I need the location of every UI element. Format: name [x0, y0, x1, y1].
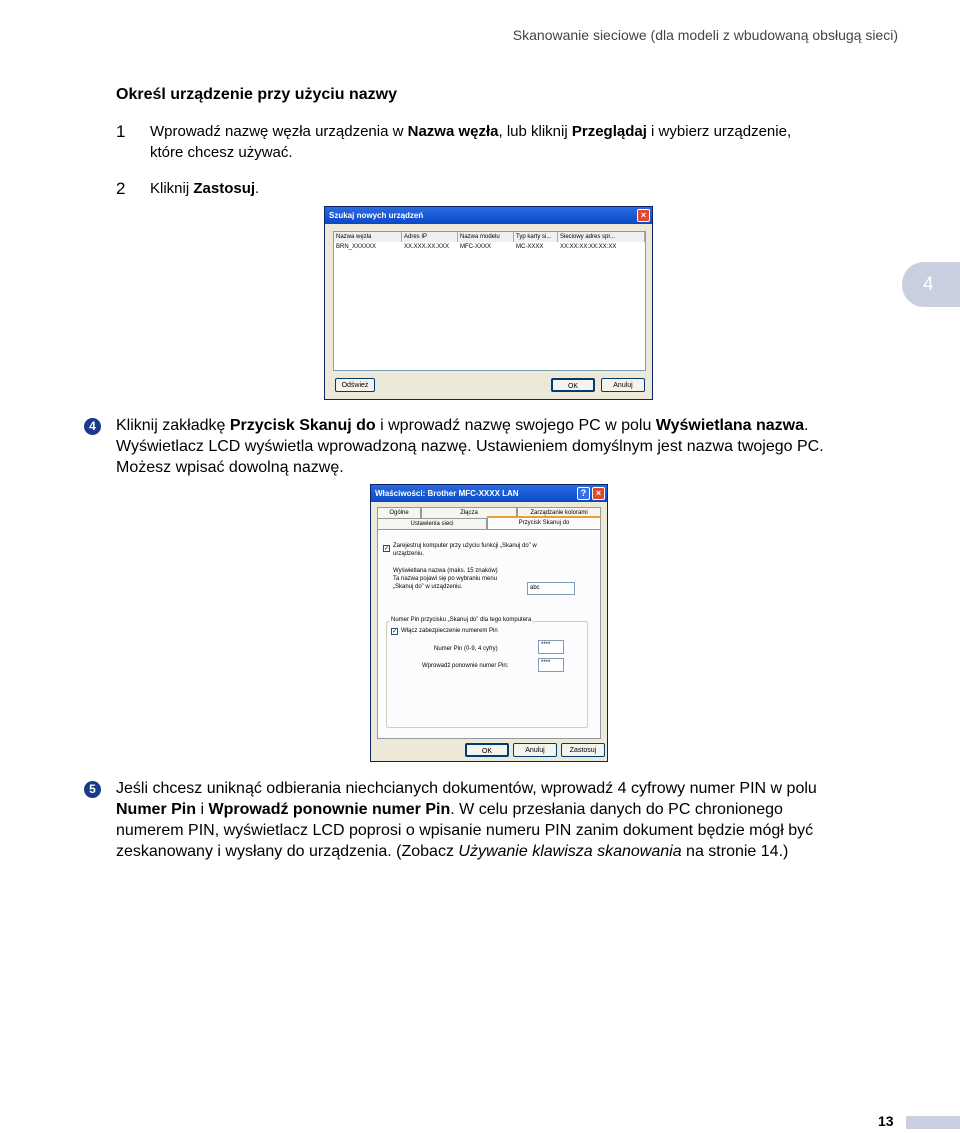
- pin-input[interactable]: ****: [538, 640, 564, 654]
- text: i wprowadź nazwę swojego PC w polu: [375, 417, 656, 434]
- step-4-text: [116, 415, 906, 478]
- footer-bar: [906, 1116, 960, 1129]
- bold-text: Zastosuj: [193, 180, 256, 197]
- text: Możesz wpisać dowolną nazwę.: [116, 459, 344, 476]
- pin-confirm-input[interactable]: ****: [538, 658, 564, 672]
- help-icon[interactable]: ?: [577, 487, 590, 500]
- column-header[interactable]: Nazwa węzła: [334, 232, 402, 242]
- close-icon[interactable]: ×: [592, 487, 605, 500]
- bold-text: Wprowadź ponownie numer Pin: [208, 801, 451, 818]
- text: na stronie 14.): [681, 843, 789, 860]
- text: i: [196, 801, 209, 818]
- column-header[interactable]: Typ karty si...: [514, 232, 558, 242]
- text: , lub kliknij: [498, 123, 572, 140]
- tab-color-management[interactable]: Zarządzanie kolorami: [517, 507, 601, 518]
- pin-enable-label: Włącz zabezpieczenie numerem Pin: [401, 628, 498, 634]
- running-header: Skanowanie sieciowe (dla modeli z wbudowaną obsługą sieci): [512, 27, 898, 43]
- text: numerem PIN, wyświetlacz LCD poprosi o wpisanie numeru PIN zanim dokument będzie mógł być: [116, 822, 814, 839]
- text: . W celu przesłania danych do PC chronionego: [450, 801, 783, 818]
- substep-number: 1: [116, 122, 126, 141]
- display-name-note: Ta nazwa pojawi się po wybraniu menu: [393, 576, 498, 582]
- text: Kliknij: [150, 180, 194, 197]
- pin-groupbox: [386, 621, 588, 728]
- section-title: Określ urządzenie przy użyciu nazwy: [116, 86, 397, 103]
- register-label: Zarejestruj komputer przy użyciu funkcji „Skanuj do” w: [393, 543, 537, 549]
- refresh-button[interactable]: Odśwież: [335, 378, 375, 392]
- text: i wybierz urządzenie,: [646, 123, 792, 140]
- tab-ports[interactable]: Złącza: [421, 507, 517, 518]
- tab-network-settings[interactable]: Ustawienia sieci: [377, 518, 487, 529]
- step-5-text: [116, 778, 906, 862]
- bold-text: Przycisk Skanuj do: [229, 417, 376, 434]
- table-cell[interactable]: MFC-XXXX: [460, 244, 492, 250]
- dialog-titlebar: Szukaj nowych urządzeń: [325, 207, 652, 224]
- page-number: 13: [878, 1113, 894, 1129]
- bold-text: Numer Pin: [116, 801, 197, 818]
- close-icon[interactable]: ×: [637, 209, 650, 222]
- pin-group-label: Numer Pin przycisku „Skanuj do” dla tego komputera: [391, 617, 532, 623]
- display-name-note: „Skanuj do” w urządzeniu.: [393, 584, 463, 590]
- text: Wprowadź nazwę węzła urządzenia w: [150, 123, 408, 140]
- dialog-titlebar: Właściwości: Brother MFC-XXXX LAN: [371, 485, 607, 502]
- bold-text: Przeglądaj: [571, 123, 647, 140]
- register-label-cont: urządzeniu.: [393, 551, 425, 557]
- step-number-circle: 4: [84, 418, 101, 435]
- column-header[interactable]: Nazwa modelu: [458, 232, 514, 242]
- display-name-label: Wyświetlana nazwa (maks. 15 znaków): [393, 568, 498, 574]
- substep-text: [150, 178, 940, 199]
- table-cell[interactable]: XX:XX:XX:XX:XX:XX: [560, 244, 617, 250]
- tab-scan-to-button[interactable]: Przycisk Skanuj do: [487, 516, 601, 529]
- text: Jeśli chcesz uniknąć odbierania niechcianych dokumentów, wprowadź 4 cyfrowy numer PIN w polu: [116, 780, 817, 797]
- text: .: [804, 417, 809, 434]
- tab-panel: [377, 529, 601, 739]
- pin-confirm-label: Wprowadź ponownie numer Pin:: [422, 663, 509, 669]
- text: zeskanowany i wysłany do urządzenia. (Zobacz: [116, 843, 459, 860]
- ok-button[interactable]: OK: [551, 378, 595, 392]
- column-header[interactable]: Sieciowy adres spr...: [558, 232, 645, 242]
- cancel-button[interactable]: Anuluj: [601, 378, 645, 392]
- text: które chcesz używać.: [150, 144, 293, 161]
- display-name-input[interactable]: abc: [527, 582, 575, 595]
- substep-number: 2: [116, 179, 126, 198]
- table-cell[interactable]: MC-XXXX: [516, 244, 544, 250]
- apply-button[interactable]: Zastosuj: [561, 743, 605, 757]
- substep-text: [150, 121, 940, 163]
- step-number-circle: 5: [84, 781, 101, 798]
- cross-reference-link[interactable]: Używanie klawisza skanowania: [458, 843, 682, 860]
- column-header[interactable]: Adres IP: [402, 232, 458, 242]
- device-list[interactable]: [333, 231, 646, 371]
- bold-text: Nazwa węzła: [407, 123, 499, 140]
- pin-label: Numer Pin (0-9, 4 cyfry): [434, 646, 498, 652]
- register-checkbox[interactable]: ✓: [384, 546, 390, 552]
- ok-button[interactable]: OK: [465, 743, 509, 757]
- bold-text: Wyświetlana nazwa: [655, 417, 805, 434]
- table-cell[interactable]: XX.XXX.XX.XXX: [404, 244, 450, 250]
- cancel-button[interactable]: Anuluj: [513, 743, 557, 757]
- tab-general[interactable]: Ogólne: [377, 507, 421, 518]
- table-cell[interactable]: BRN_XXXXXX: [336, 244, 377, 250]
- text: .: [255, 180, 260, 197]
- chapter-tab: 4: [902, 262, 960, 307]
- text: Wyświetlacz LCD wyświetla wprowadzoną nazwę. Ustawieniem domyślnym jest nazwa twojego PC.: [116, 438, 824, 455]
- pin-enable-checkbox[interactable]: ✓: [392, 629, 398, 635]
- search-devices-dialog: [324, 206, 653, 400]
- properties-dialog: [370, 484, 608, 762]
- text: Kliknij zakładkę: [116, 417, 230, 434]
